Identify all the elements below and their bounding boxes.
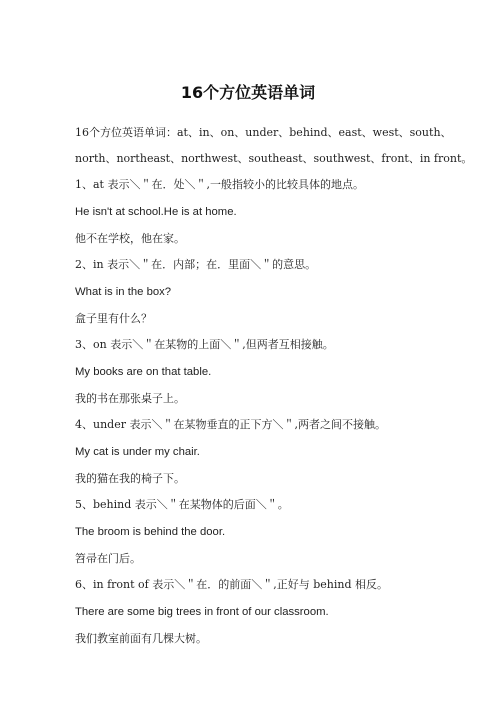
item-6-definition: 6、in front of 表示＼＂在．的前面＼＂,正好与 behind 相反。 xyxy=(75,578,389,591)
item-2-definition: 2、in 表示＼＂在．内部；在．里面＼＂的意思。 xyxy=(75,258,317,271)
intro-line-2: north、northeast、northwest、southeast、southwest、front、in front。 xyxy=(75,152,473,165)
item-4-example-zh: 我的猫在我的椅子下。 xyxy=(75,472,185,485)
item-2-example-zh: 盒子里有什么？ xyxy=(75,312,152,325)
item-6-example-zh: 我们教室前面有几棵大树。 xyxy=(75,632,207,645)
intro-line-1: 16个方位英语单词：at、in、on、under、behind、east、west、south、 xyxy=(75,126,452,139)
page-title: 16个方位英语单词 xyxy=(180,83,316,102)
item-1-definition: 1、at 表示＼＂在．处＼＂,一般指较小的比较具体的地点。 xyxy=(75,178,364,191)
item-1-example-en: He isn't at school.He is at home. xyxy=(75,206,237,218)
item-3-example-zh: 我的书在那张桌子上。 xyxy=(75,392,185,405)
item-3-example-en: My books are on that table. xyxy=(75,366,212,378)
item-3-definition: 3、on 表示＼＂在某物的上面＼＂,但两者互相接触。 xyxy=(75,338,334,351)
item-5-example-en: The broom is behind the door. xyxy=(75,526,226,538)
item-2-example-en: What is in the box? xyxy=(75,286,172,298)
item-6-example-en: There are some big trees in front of our classroom. xyxy=(75,606,329,618)
item-4-example-en: My cat is under my chair. xyxy=(75,446,200,458)
item-4-definition: 4、under 表示＼＂在某物垂直的正下方＼＂,两者之间不接触。 xyxy=(75,418,386,431)
item-5-definition: 5、behind 表示＼＂在某物体的后面＼＂。 xyxy=(75,498,289,511)
item-5-example-zh: 笤帚在门后。 xyxy=(75,552,141,565)
item-1-example-zh: 他不在学校，他在家。 xyxy=(75,232,185,245)
